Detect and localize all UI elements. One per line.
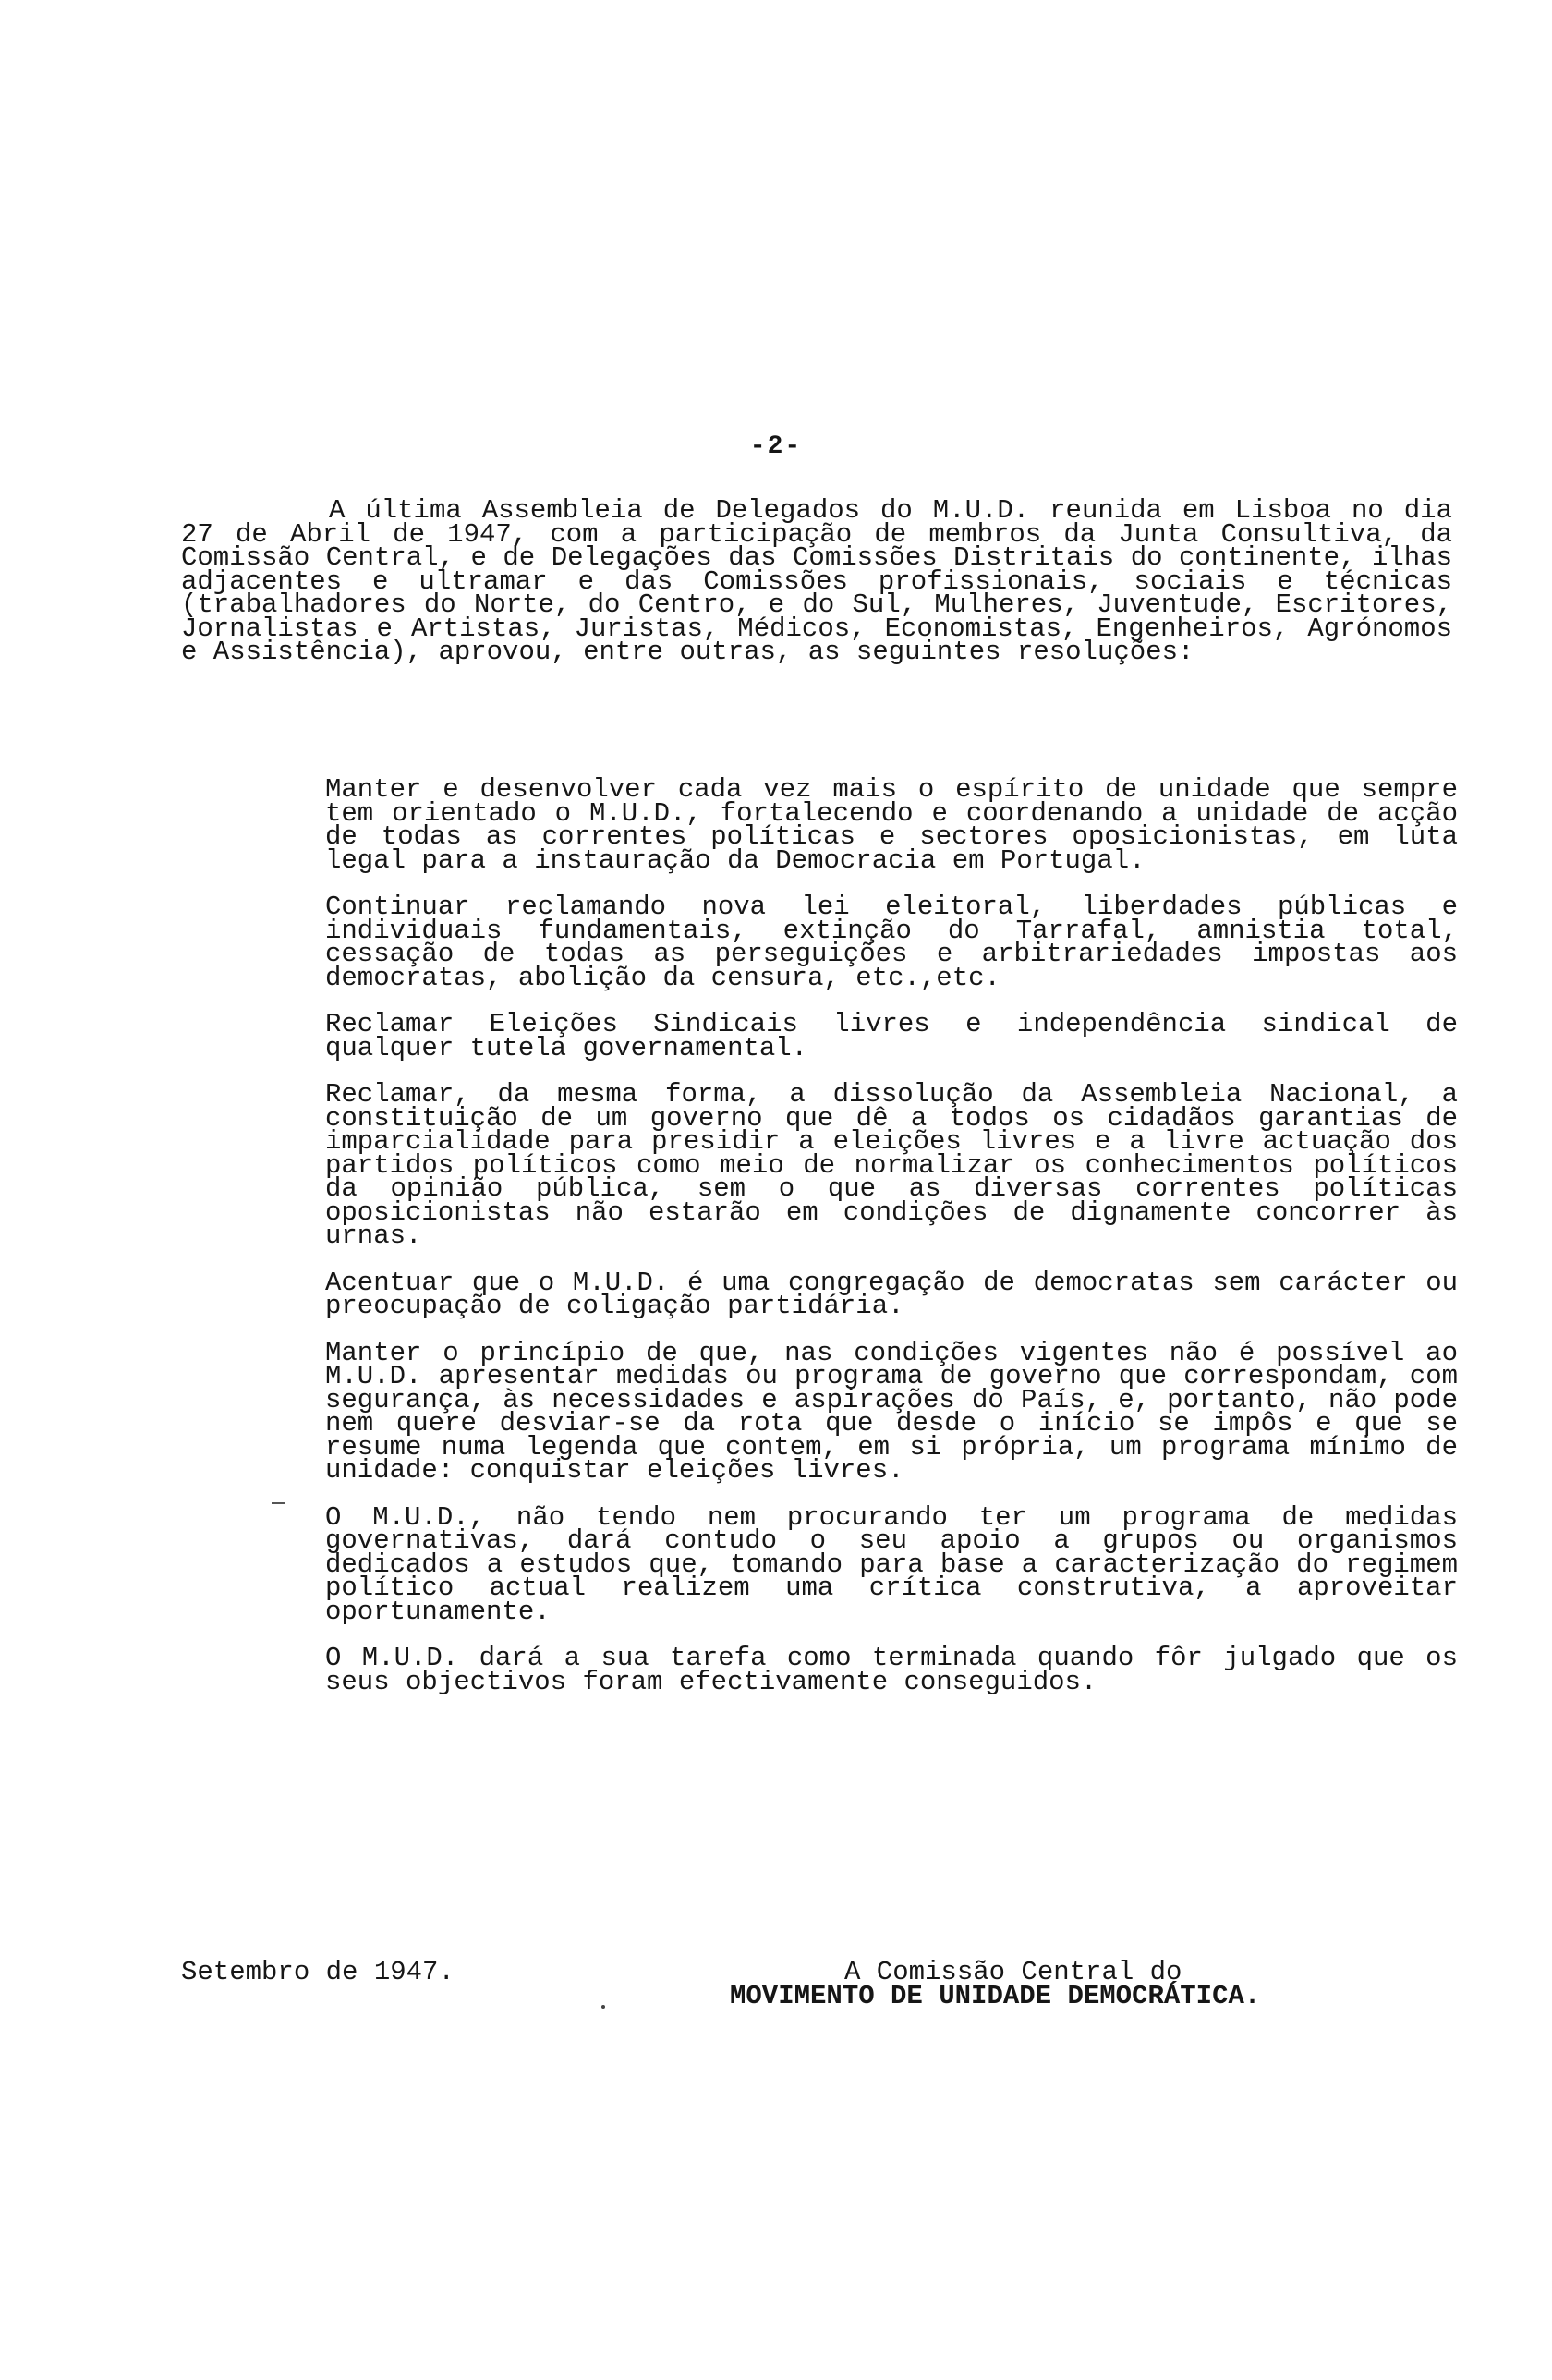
resolution-item: Continuar reclamando nova lei eleitoral, liberdades públicas e individuais fundamentais, extinção do Tarrafal, amnistia total, cessação de todas as perseguições e arbitrariedades impostas aos democratas, abolição da censura, etc.,etc.	[325, 892, 1458, 993]
date-line: Setembro de 1947.	[181, 1957, 455, 1987]
resolution-item: O M.U.D., não tendo nem procurando ter um programa de medidas governativas, dará contudo o seu apoio a grupos ou organismos dedicados a estudos que, tomando para base a caracterização do regimem político actual realizem uma crítica construtiva, a aproveitar oportunamente.	[325, 1501, 1458, 1627]
stray-ink-dot	[601, 2005, 605, 2009]
stray-typewriter-mark	[272, 1502, 285, 1504]
page-number: -2-	[749, 432, 803, 461]
resolution-item: Reclamar Eleições Sindicais livres e independência sindical de qualquer tutela governamental.	[325, 1009, 1458, 1063]
resolution-item: Manter e desenvolver cada vez mais o espírito de unidade que sempre tem orientado o M.U.D., fortalecendo e coordenando a unidade de acção de todas as correntes políticas e sectores oposicionistas, em luta legal para a instauração da Democracia em Portugal.	[325, 774, 1458, 876]
resolution-item: Manter o princípio de que, nas condições vigentes não é possível ao M.U.D. apresentar medidas ou programa de governo que correspondam, com segurança, às necessidades e aspirações do País, e, portanto, não pode nem quere desviar-se da rota que desde o início se impôs e que se resume numa legenda que contem, em si própria, um programa mínimo de unidade: conquistar eleições livres.	[325, 1337, 1458, 1486]
signature-line-committee: A Comissão Central do	[844, 1957, 1182, 1987]
resolution-item: Reclamar, da mesma forma, a dissolução da Assembleia Nacional, a constituição de um governo que dê a todos os cidadãos garantias de imparcialidade para presidir a eleições livres e a livre actuação dos partidos políticos como meio de normalizar os conhecimentos políticos da opinião pública, sem o que as diversas correntes políticas oposicionistas não estarão em condições de dignamente concorrer às urnas.	[325, 1079, 1458, 1251]
intro-paragraph: A última Assembleia de Delegados do M.U.D. reunida em Lisboa no dia 27 de Abril de 1947, com a participação de membros da Junta Consultiva, da Comissão Central, e de Delegações das Comissões Distritais do continente, ilhas adjacentes e ultramar e das Comissões profissionais, sociais e técnicas (trabalhadores do Norte, do Centro, e do Sul, Mulheres, Juventude, Escritores, Jornalistas e Artistas, Juristas, Médicos, Economistas, Engenheiros, Agrónomos e Assistência), aprovou, entre outras, as seguintes resoluções:	[181, 495, 1452, 667]
resolution-item: O M.U.D. dará a sua tarefa como terminada quando fôr julgado que os seus objectivos foram efectivamente conseguidos.	[325, 1643, 1458, 1697]
signature-block	[730, 1957, 1441, 2011]
resolutions-list	[325, 774, 1458, 1717]
resolution-item: Acentuar que o M.U.D. é uma congregação de democratas sem carácter ou preocupação de coligação partidária.	[325, 1267, 1458, 1321]
signature-line-movement: MOVIMENTO DE UNIDADE DEMOCRÁTICA.	[730, 1981, 1261, 2011]
